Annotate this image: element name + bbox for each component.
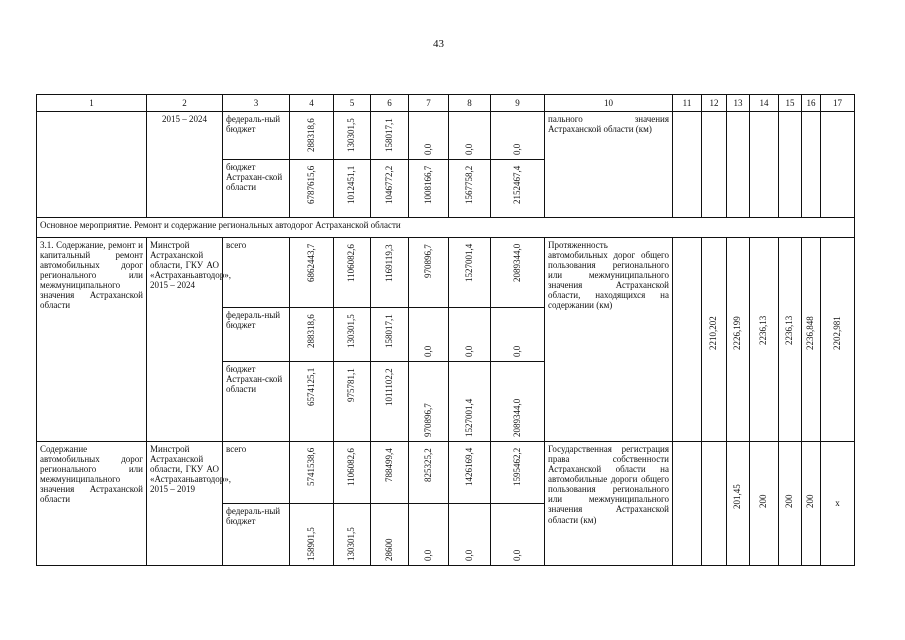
amount-cell: 28600 [371,504,409,566]
amount-cell: 0,0 [449,504,491,566]
amount-cell: 1046772,2 [371,160,409,218]
target-cell: 2226,199 [727,238,750,442]
funding-source: федераль-ный бюджет [223,112,290,160]
amount-cell: 0,0 [491,308,545,362]
target-cell [779,112,802,218]
executor-cell: Минстрой Астраханской области, ГКУ АО «Астраханьавтодор», 2015 – 2024 [147,238,223,442]
amount-cell: 0,0 [409,504,449,566]
amount-cell: 6574125,1 [290,362,334,442]
column-header: 5 [334,95,371,112]
target-cell [702,442,727,566]
target-cell: 2236,13 [750,238,779,442]
amount-cell: 6862443,7 [290,238,334,308]
section-row [37,218,855,238]
amount-cell: 158017,1 [371,308,409,362]
funding-source: всего [223,442,290,504]
executor-cell: Минстрой Астраханской области, ГКУ АО «Астраханьавтодор», 2015 – 2019 [147,442,223,566]
period-cell: 2015 – 2024 [147,112,223,218]
amount-cell: 1169119,3 [371,238,409,308]
amount-cell: 1527001,4 [449,238,491,308]
amount-cell: 2152467,4 [491,160,545,218]
column-header: 2 [147,95,223,112]
amount-cell: 158901,5 [290,504,334,566]
amount-cell: 825325,2 [409,442,449,504]
amount-cell: 2089344,0 [491,362,545,442]
amount-cell: 1012451,1 [334,160,371,218]
target-cell [673,238,702,442]
indicator-cell: Государственная регистрация права собственности Астраханской области на автомобильные дороги общего пользования регионального или межмуниципального значения Астраханской области (км) [545,442,673,566]
indicator-cell: Протяженность автомобильных дорог общего пользования регионального или межмуниципального значения Астраханской области, находящихся на содержании (км) [545,238,673,442]
target-cell [821,112,855,218]
column-header: 8 [449,95,491,112]
column-header: 1 [37,95,147,112]
target-cell [750,112,779,218]
amount-cell: 1106082,6 [334,442,371,504]
amount-cell: 975781,1 [334,362,371,442]
amount-cell: 0,0 [409,112,449,160]
amount-cell: 1595462,2 [491,442,545,504]
target-cell: 2210,202 [702,238,727,442]
target-cell: 2202,981 [821,238,855,442]
target-cell: 2236,848 [802,238,821,442]
column-header: 17 [821,95,855,112]
amount-cell: 288318,6 [290,112,334,160]
column-header-row [37,95,855,112]
funding-source: федераль-ный бюджет [223,504,290,566]
column-header: 16 [802,95,821,112]
target-cell: 200 [802,442,821,566]
amount-cell: 6787615,6 [290,160,334,218]
column-header: 10 [545,95,673,112]
amount-cell: 0,0 [449,308,491,362]
activity-cell [37,112,147,218]
program-table [36,94,855,566]
funding-source: всего [223,238,290,308]
column-header: 6 [371,95,409,112]
indicator-cell: пального значения Астраханской области (км) [545,112,673,218]
column-header: 3 [223,95,290,112]
column-header: 15 [779,95,802,112]
target-cell: 200 [779,442,802,566]
target-cell [673,112,702,218]
target-cell [802,112,821,218]
table-row [37,442,855,504]
column-header: 9 [491,95,545,112]
amount-cell: 1527001,4 [449,362,491,442]
amount-cell: 788499,4 [371,442,409,504]
amount-cell: 130301,5 [334,308,371,362]
section-title: Основное мероприятие. Ремонт и содержание региональных автодорог Астраханской области [37,218,855,238]
amount-cell: 130301,5 [334,112,371,160]
funding-source: бюджет Астрахан-ской области [223,160,290,218]
amount-cell: 158017,1 [371,112,409,160]
target-cell: 200 [750,442,779,566]
target-cell [821,442,855,566]
funding-source: бюджет Астрахан-ской области [223,362,290,442]
column-header: 11 [673,95,702,112]
funding-source: федераль-ный бюджет [223,308,290,362]
target-cell [673,442,702,566]
amount-cell: 1008166,7 [409,160,449,218]
column-header: 7 [409,95,449,112]
column-header: 13 [727,95,750,112]
amount-cell: 0,0 [491,112,545,160]
activity-name: Содержание автомобильных дорог регионального или межмуниципального значения Астраханской области [37,442,147,566]
amount-cell: 0,0 [449,112,491,160]
amount-cell: 1011102,2 [371,362,409,442]
table-row [37,238,855,308]
amount-cell: 970896,7 [409,362,449,442]
page-number: 43 [433,38,444,50]
column-header: 12 [702,95,727,112]
amount-cell: 0,0 [409,308,449,362]
activity-name: 3.1. Содержание, ремонт и капитальный ремонт автомобильных дорог регионального или межмуниципального значения Астраханской области [37,238,147,442]
target-cell: 201,45 [727,442,750,566]
amount-cell: 130301,5 [334,504,371,566]
amount-cell: 2089344,0 [491,238,545,308]
column-header: 14 [750,95,779,112]
amount-cell: 0,0 [491,504,545,566]
amount-cell: 1106082,6 [334,238,371,308]
column-header: 4 [290,95,334,112]
cross-mark: х [835,498,840,509]
target-cell [727,112,750,218]
amount-cell: 5741538,6 [290,442,334,504]
amount-cell: 1426169,4 [449,442,491,504]
amount-cell: 1567758,2 [449,160,491,218]
table-row [37,112,855,160]
amount-cell: 288318,6 [290,308,334,362]
amount-cell: 970896,7 [409,238,449,308]
target-cell: 2236,13 [779,238,802,442]
target-cell [702,112,727,218]
